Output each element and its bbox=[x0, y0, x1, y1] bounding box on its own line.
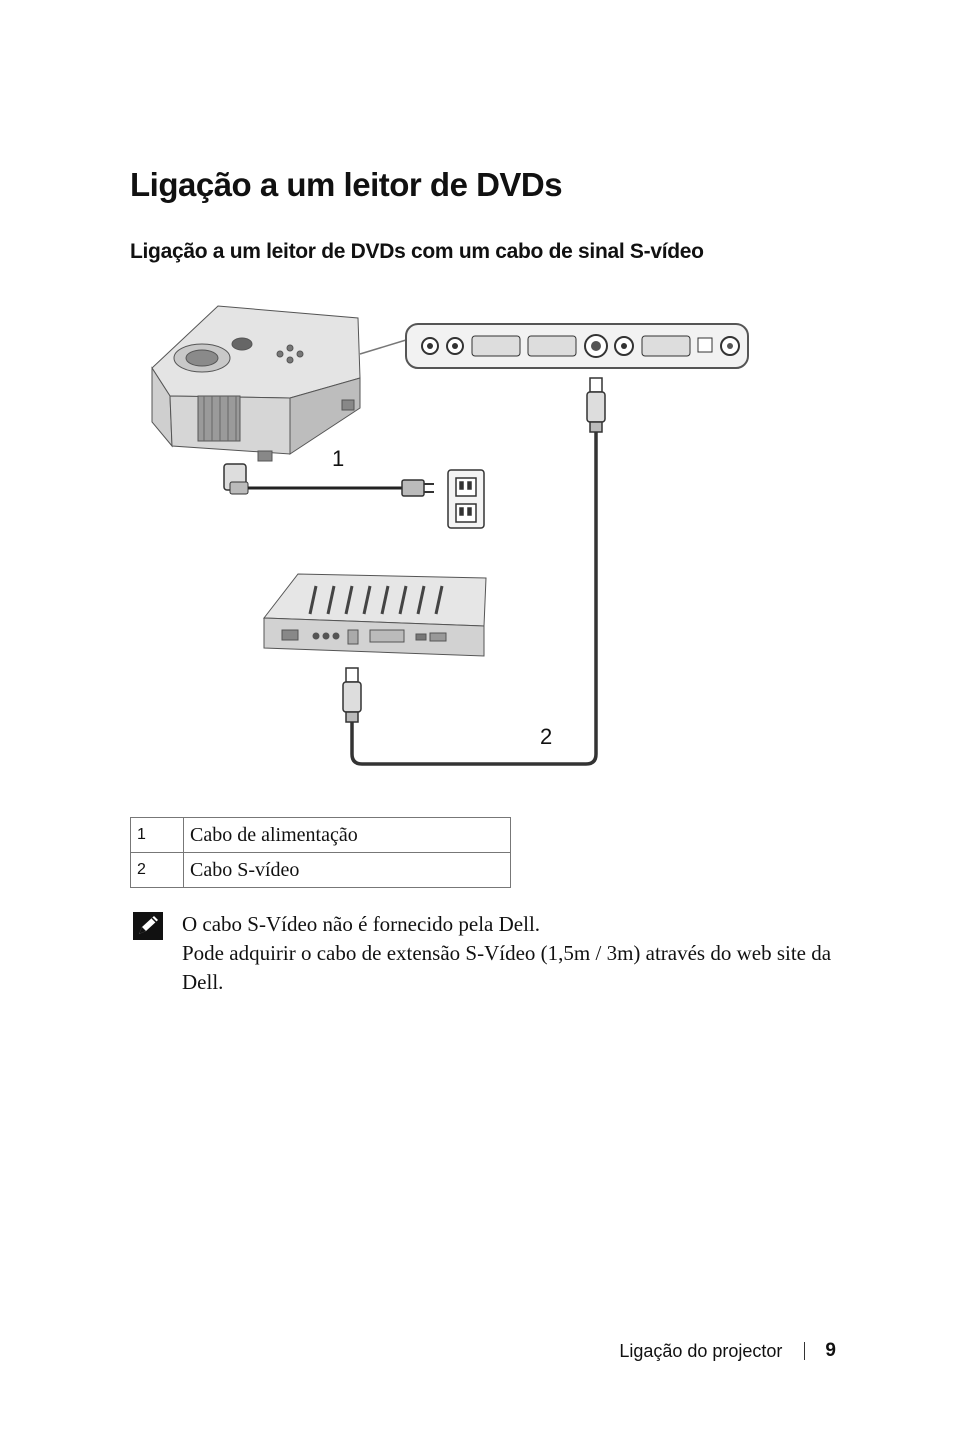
projector-illustration bbox=[152, 306, 360, 461]
legend-table bbox=[130, 817, 511, 888]
panel-pointer-line bbox=[360, 340, 406, 354]
dvd-player-illustration bbox=[264, 574, 486, 656]
note-pencil-icon bbox=[133, 912, 163, 940]
section-subtitle: Ligação a um leitor de DVDs com um cabo de sinal S-vídeo bbox=[130, 240, 704, 263]
legend-label: Cabo S-vídeo bbox=[184, 853, 511, 888]
svideo-plug-dvd bbox=[343, 668, 361, 722]
projector-rear-panel bbox=[406, 324, 748, 368]
legend-num: 1 bbox=[131, 818, 184, 853]
callout-1: 1 bbox=[332, 446, 345, 471]
svideo-plug-projector bbox=[587, 378, 605, 432]
page-number: 9 bbox=[825, 1340, 836, 1361]
legend-label: Cabo de alimentação bbox=[184, 818, 511, 853]
page-footer bbox=[619, 1340, 836, 1362]
connection-diagram bbox=[130, 296, 770, 776]
note-line-2: Pode adquirir o cabo de extensão S-Vídeo (1,5m / 3m) através do web site da Dell. bbox=[182, 941, 832, 994]
footer-divider bbox=[804, 1342, 805, 1360]
note-line-1: O cabo S-Vídeo não é fornecido pela Dell. bbox=[182, 912, 541, 936]
note-text bbox=[182, 910, 872, 997]
callout-2: 2 bbox=[540, 724, 553, 749]
wall-outlet bbox=[448, 470, 484, 528]
page-title: Ligação a um leitor de DVDs bbox=[130, 166, 563, 203]
legend-row bbox=[131, 853, 511, 888]
power-cable bbox=[224, 464, 434, 496]
legend-num: 2 bbox=[131, 853, 184, 888]
legend-row bbox=[131, 818, 511, 853]
connection-diagram-svg bbox=[130, 296, 770, 776]
footer-section-title: Ligação do projector bbox=[619, 1340, 783, 1361]
